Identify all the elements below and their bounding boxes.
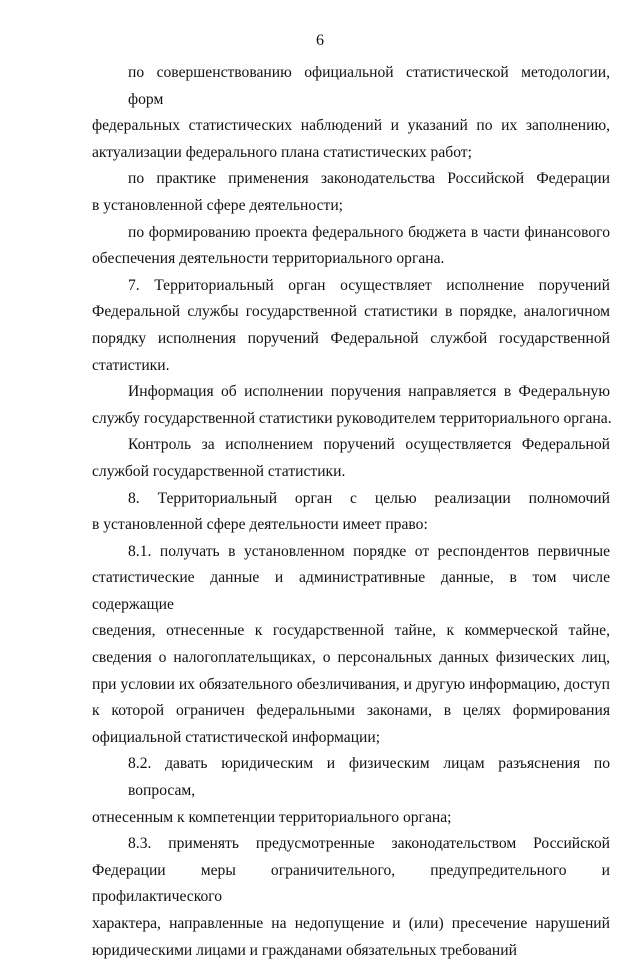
paragraph bbox=[92, 539, 610, 752]
paragraph-line: отнесенным к компетенции территориального органа; bbox=[92, 808, 452, 826]
paragraph bbox=[92, 60, 610, 166]
paragraph-line: порядку исполнения поручений Федеральной службой государственной bbox=[92, 329, 610, 347]
paragraph-line: статистические данные и административные данные, в том числе содержащие bbox=[92, 569, 610, 613]
paragraph-line: обеспечения деятельности территориального органа. bbox=[92, 250, 445, 268]
paragraph bbox=[92, 432, 610, 485]
paragraph-line: службой государственной статистики. bbox=[92, 462, 346, 480]
paragraph-line: характера, направленные на недопущение и (или) пресечение нарушений bbox=[92, 915, 610, 932]
paragraph bbox=[92, 220, 610, 273]
paragraph-line: 8.1. получать в установленном порядке от респондентов первичные bbox=[128, 542, 610, 560]
paragraph bbox=[92, 831, 610, 964]
paragraph bbox=[92, 751, 610, 831]
paragraph-line: Федерации меры ограничительного, предупредительного и профилактического bbox=[92, 861, 610, 906]
paragraph-line: Контроль за исполнением поручений осуществляется Федеральной bbox=[128, 436, 610, 454]
paragraph-line: к которой ограничен федеральными законами, в целях формирования bbox=[92, 702, 610, 720]
paragraph-line: федеральных статистических наблюдений и указаний по их заполнению, bbox=[92, 117, 610, 135]
paragraph-line: юридическими лицами и гражданами обязательных требований bbox=[92, 941, 517, 959]
page-number: 6 bbox=[316, 32, 324, 49]
paragraph-line: сведения, отнесенные к государственной тайне, к коммерческой тайне, bbox=[92, 622, 610, 640]
paragraph-line: статистики. bbox=[92, 356, 170, 374]
paragraph-line: по формированию проекта федерального бюджета в части финансового bbox=[128, 223, 610, 241]
paragraph-line: в установленной сфере деятельности; bbox=[92, 196, 343, 214]
paragraph-line: 8. Территориальный орган с целью реализации полномочий bbox=[128, 489, 610, 507]
paragraph-line: по совершенствованию официальной статистической методологии, форм bbox=[128, 64, 610, 108]
paragraph-line: официальной статистической информации; bbox=[92, 728, 381, 746]
paragraph-line: при условии их обязательного обезличивания, и другую информацию, доступ bbox=[92, 675, 610, 693]
paragraph-line: 8.2. давать юридическим и физическим лицам разъяснения по вопросам, bbox=[128, 755, 610, 800]
paragraph-line: службу государственной статистики руководителем территориального органа. bbox=[92, 409, 612, 427]
paragraph-line: актуализации федерального плана статистических работ; bbox=[92, 143, 472, 161]
paragraph-line: Информация об исполнении поручения направляется в Федеральную bbox=[128, 383, 610, 401]
paragraph-line: по практике применения законодательства Российской Федерации bbox=[128, 170, 610, 188]
paragraph-line: Федеральной службы государственной статистики в порядке, аналогичном bbox=[92, 303, 610, 321]
paragraph-line: 7. Территориальный орган осуществляет исполнение поручений bbox=[128, 276, 610, 294]
paragraph-line: в установленной сфере деятельности имеет право: bbox=[92, 516, 428, 534]
document-body bbox=[92, 60, 610, 964]
paragraph bbox=[92, 166, 610, 219]
paragraph bbox=[92, 273, 610, 379]
paragraph-line: сведения о налогоплательщиках, о персональных данных физических лиц, bbox=[92, 649, 610, 667]
paragraph bbox=[92, 486, 610, 539]
paragraph bbox=[92, 379, 610, 432]
paragraph-line: 8.3. применять предусмотренные законодательством Российской bbox=[128, 835, 610, 853]
